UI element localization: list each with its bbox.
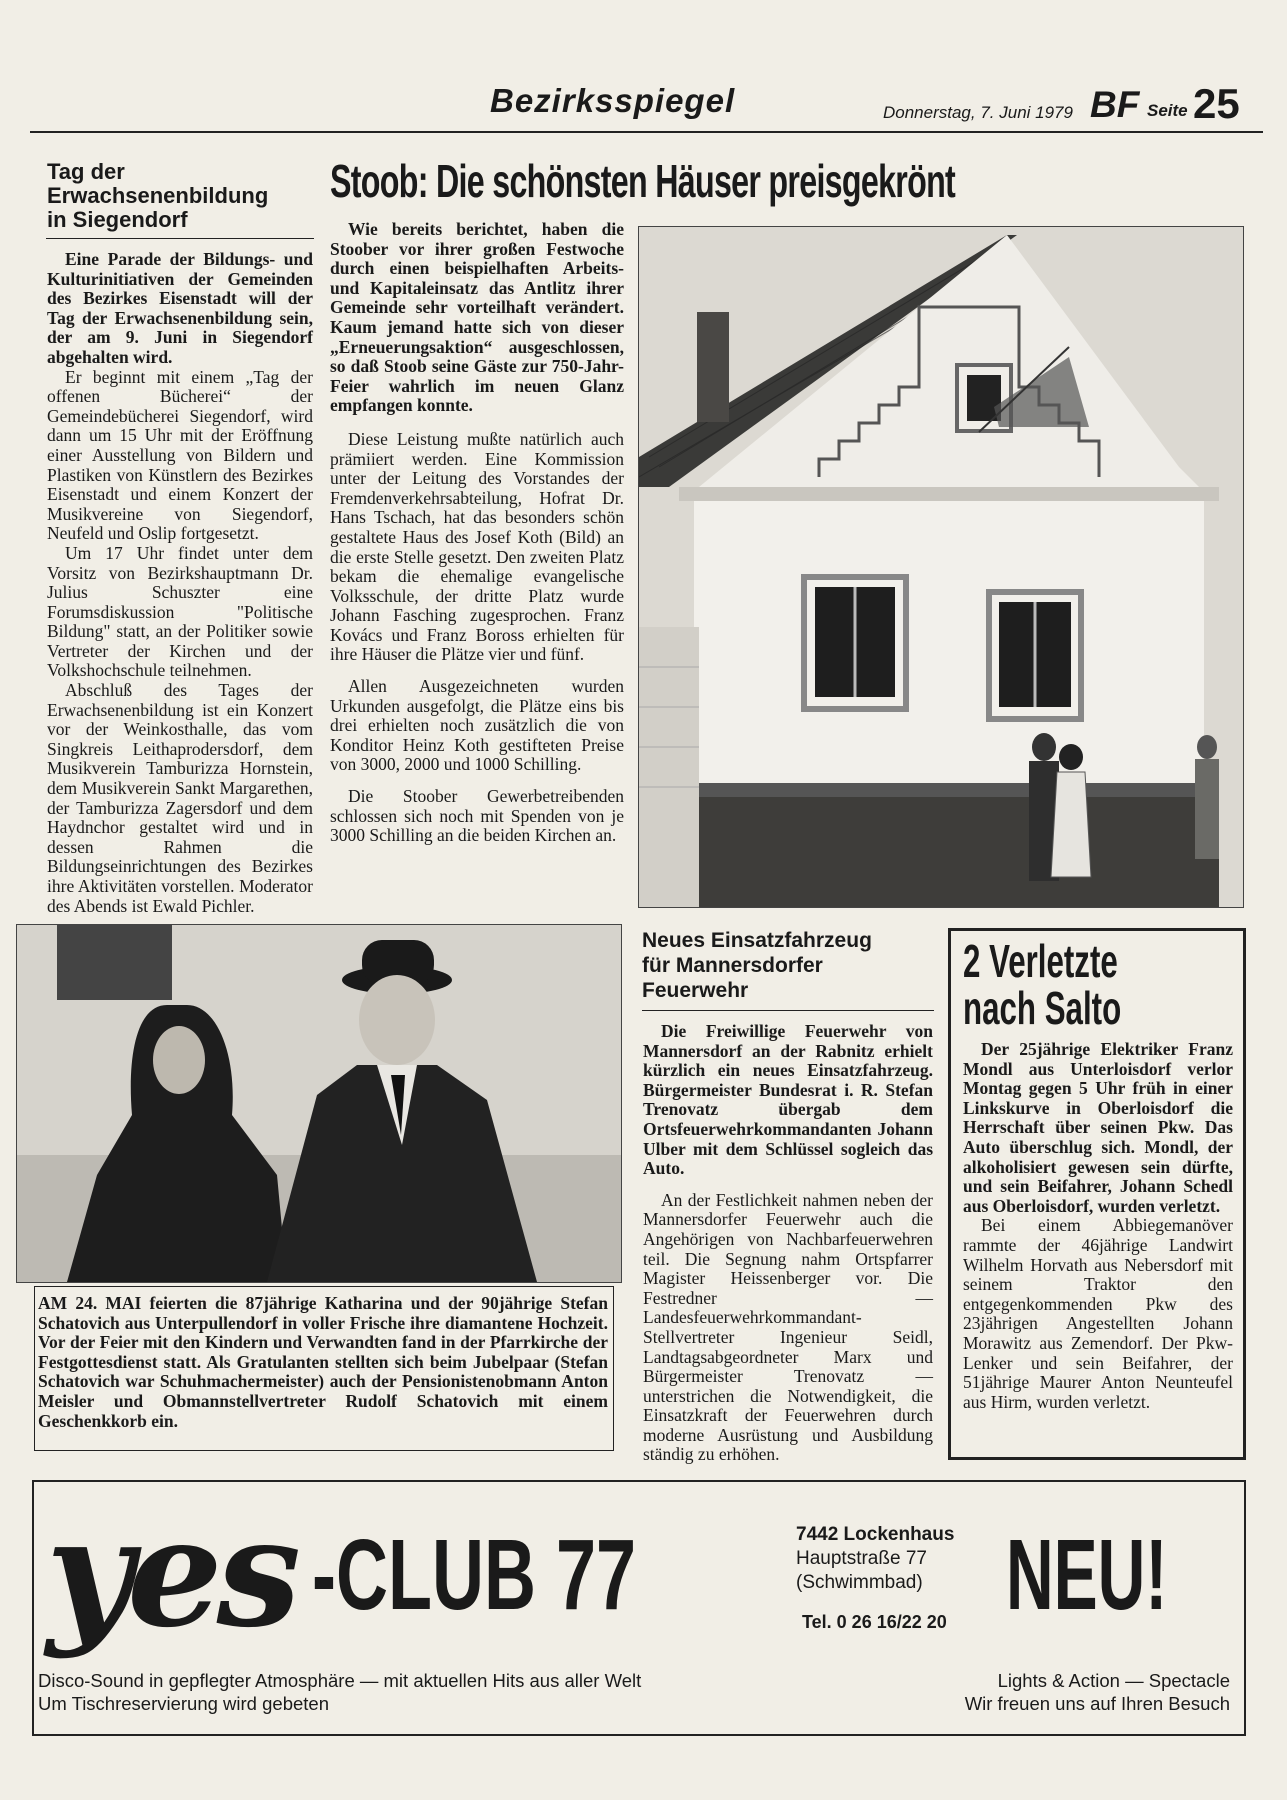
paragraph: Die Stoober Gewerbetreibenden schlossen sich noch mit Spenden von je 3000 Schilling an die beiden Kirchen an.: [330, 786, 624, 846]
ad-tagline: [38, 1669, 641, 1715]
lead-paragraph: Eine Parade der Bildungs- und Kulturinitiativen der Gemeinden des Bezirkes Eisenstadt will der Tag der Erwachsenenbildung sein, der am 9. Juni in Siegendorf abgehalten wird.: [47, 249, 313, 367]
salto-body: [963, 1040, 1233, 1412]
page-label: Seite: [1147, 101, 1188, 120]
ad-club-name: -CLUB 77: [312, 1519, 637, 1631]
headline-line: 2 Verletzte: [963, 935, 1118, 987]
paragraph: Abschluß des Tages der Erwachsenenbildung ist ein Konzert vor der Weinkosthalle, das vom Singkreis Leithaprodersdorf, dem Musikverein Tamburizza Hornstein, dem Musikverein Sankt Margarethen, der Tamburizza Zagersdorf und dem Haydnchor gestaltet wird und in dessen Rahmen die Bildungseinrichtungen des Bezirkes ihre Aktivitäten vorstellen. Moderator des Abends ist Ewald Pichler.: [47, 680, 313, 916]
feuerwehr-body: [643, 1022, 933, 1465]
header-rule: [30, 131, 1263, 133]
headline-line: nach Salto: [963, 982, 1122, 1034]
couple-illustration: [17, 925, 621, 1282]
stoob-headline: Stoob: Die schönsten Häuser preisgekrönt: [330, 155, 956, 207]
paragraph: Bei einem Abbiegemanöver rammte der 46jährige Landwirt Wilhelm Horvath aus Nebersdorf mit seinem Traktor den entgegenkommenden Pkw des 23jährigen Angestellten Johann Morawitz aus Zemendorf. Der Pkw-Lenker und sein Beifahrer, der 51jährige Maurer Anton Neunteufel aus Hirm, wurden verletzt.: [963, 1215, 1233, 1412]
salto-headline: [963, 935, 1122, 1034]
section-title: Bezirksspiegel: [490, 82, 736, 119]
article-left-body: [47, 250, 313, 916]
headline-line: Tag der: [47, 159, 125, 184]
paragraph: Er beginnt mit einem „Tag der offenen Bücherei“ der Gemeindebücherei Siegendorf, wird dann um 15 Uhr mit der Eröffnung einer Ausstellung von Bildern und Plastiken von Künstlern des Bezirkes Eisenstadt und einem Konzert der Musikvereine von Siegendorf, Neufeld und Oslip fortgesetzt.: [47, 366, 313, 544]
headline-line: Erwachsenenbildung: [47, 183, 269, 208]
paragraph: Allen Ausgezeichneten wurden Urkunden ausgefolgt, die Plätze eins bis drei erhielten noch zusätzlich die von Konditor Heinz Koth gestifteten Preise von 3000, 2000 und 1000 Schilling.: [330, 676, 624, 775]
headline-line: für Mannersdorfer: [642, 954, 823, 977]
house-photo: [638, 226, 1244, 908]
lead-paragraph: Die Freiwillige Feuerwehr von Mannersdorf an der Rabnitz erhielt kürzlich ein neues Einsatzfahrzeug. Bürgermeister Bundesrat i. R. Stefan Trenovatz übergab dem Ortsfeuerwehrkommandanten Johann Ulber mit dem Schlüssel sogleich das Auto.: [643, 1021, 933, 1179]
ad-script-name: yes: [46, 1485, 296, 1661]
lead-paragraph: Der 25jährige Elektriker Franz Mondl aus Unterloisdorf verlor Montag gegen 5 Uhr früh in einer Linkskurve in Oberloisdorf die Herrschaft über seinen Pkw. Das Auto überschlug sich. Mondl, der alkoholisiert gewesen sein dürfte, und sein Beifahrer, Johann Schedl aus Oberloisdorf, wurden verletzt.: [963, 1039, 1233, 1216]
page-number: 25: [1193, 80, 1240, 127]
newspaper-logo: BF: [1090, 84, 1140, 125]
ad-phone: Tel. 0 26 16/22 20: [802, 1612, 947, 1632]
ad-right-line: Lights & Action — Spectacle: [997, 1670, 1230, 1691]
ad-address-line: 7442 Lockenhaus: [796, 1524, 955, 1545]
ad-right-text: [920, 1669, 1230, 1715]
couple-photo: [16, 924, 622, 1283]
ad-right-line: Wir freuen uns auf Ihren Besuch: [964, 1693, 1230, 1714]
paragraph: Um 17 Uhr findet unter dem Vorsitz von Bezirkshauptmann Dr. Julius Schuszter eine Forumsdiskussion "Politische Bildung" statt, an der Politiker sowie Vertreter der Kirchen und der Volkshochschule teilnehmen.: [47, 542, 313, 681]
ad-address: [796, 1523, 954, 1595]
ad-tagline-line: Disco-Sound in gepflegter Atmosphäre — mit aktuellen Hits aus aller Welt: [38, 1670, 642, 1691]
feuerwehr-rule: [642, 1010, 934, 1011]
photo-caption: AM 24. MAI feierten die 87jährige Katharina und der 90jährige Stefan Schatovich aus Unterpullendorf in voller Frische ihre diamantene Hochzeit. Vor der Feier mit den Kindern und Verwandten fand in der Pfarrkirche der Festgottesdienst statt. Als Gratulanten stellten sich beim Jubelpaar (Stefan Schatovich war Schuhmachermeister) auch der Pensionistenobmann Anton Meisler und Obmannstellvertreter Rudolf Schatovich mit einem Geschenkkorb ein.: [38, 1293, 608, 1431]
ad-neu: NEU!: [1006, 1519, 1168, 1631]
house-illustration: [639, 227, 1243, 907]
feuerwehr-headline: [642, 928, 872, 1003]
article-left-rule: [46, 238, 314, 239]
ad-tagline-line: Um Tischreservierung wird gebeten: [38, 1693, 329, 1714]
headline-line: Neues Einsatzfahrzeug: [642, 929, 872, 952]
stoob-body: [330, 220, 624, 846]
paragraph: Diese Leistung mußte natürlich auch prämiiert werden. Eine Kommission unter der Leitung des Vorstandes der Fremdenverkehrsabteilung, Hofrat Dr. Hans Tschach, hat das besonders schön gestaltete Haus des Josef Koth (Bild) an die erste Stelle gesetzt. Den zweiten Platz bekam die ehemalige evangelische Volksschule, der dritte Platz wurde Johann Fasching zugesprochen. Franz Kovács und Franz Boross erhielten für ihre Häuser die Plätze vier und fünf.: [330, 428, 624, 665]
headline-line: Feuerwehr: [642, 979, 749, 1002]
headline-line: in Siegendorf: [47, 207, 188, 232]
issue-date: Donnerstag, 7. Juni 1979: [883, 103, 1073, 122]
ad-address-line: (Schwimmbad): [796, 1572, 923, 1593]
paragraph: An der Festlichkeit nahmen neben der Mannersdorfer Feuerwehr auch die Angehörigen von Nachbarfeuerwehren teil. Die Segnung nahm Ortspfarrer Magister Heissenberger vor. Die Festredner — Landesfeuerwehrkommandant-Stellvertreter Ingenieur Seidl, Landtagsabgeordneter Marx und Bürgermeister Trenovatz — unterstrichen die Notwendigkeit, die Einsatzkraft der Feuerwehren durch moderne Ausrüstung und Ausbildung ständig zu erhöhen.: [643, 1189, 933, 1465]
lead-paragraph: Wie bereits berichtet, haben die Stoober vor ihrer großen Festwoche durch einen beispielhaften Arbeits- und Kapitaleinsatz das Antlitz ihrer Gemeinde sehr vorteilhaft verändert. Kaum jemand hatte sich von dieser „Erneuerungsaktion“ ausgeschlossen, so daß Stoob seine Gäste zur 750-Jahr-Feier wahrlich im neuen Glanz empfangen konnte.: [330, 219, 624, 416]
ad-address-line: Hauptstraße 77: [796, 1548, 927, 1569]
article-left-headline: [47, 160, 268, 232]
